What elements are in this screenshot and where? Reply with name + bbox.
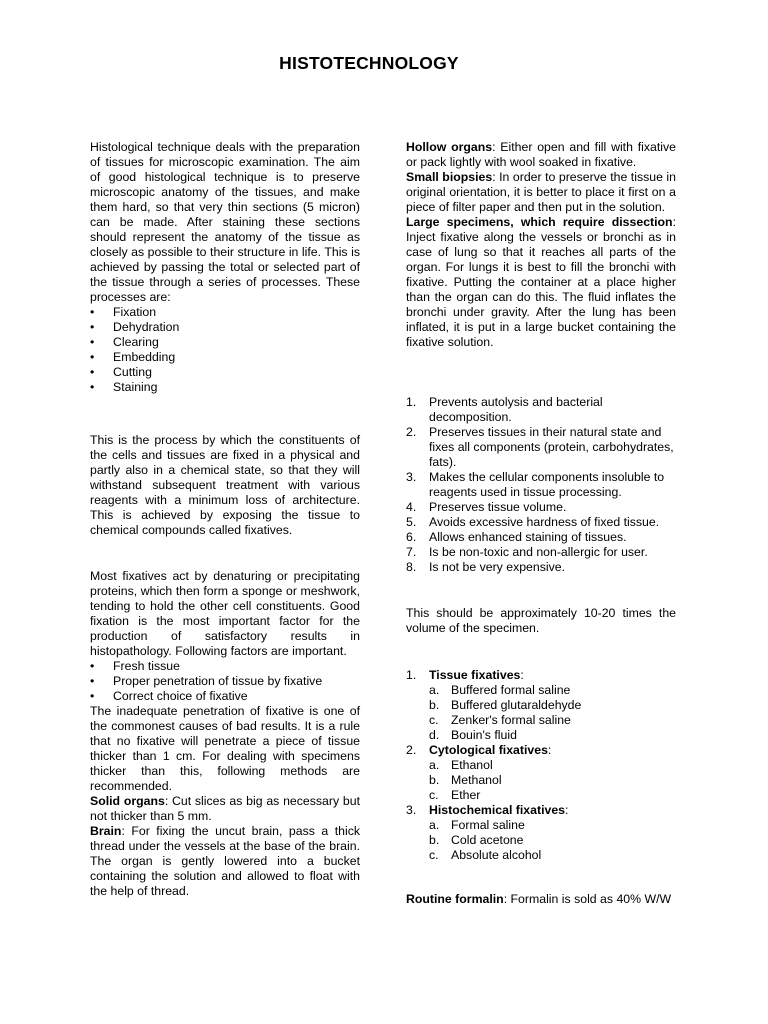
routine-formalin-label: Routine formalin [406,892,504,906]
fixative-sublist [429,758,676,803]
left-column [90,140,360,395]
penetration-paragraph: The inadequate penetration of fixative is one of the commonest causes of bad results. It is a rule that no fixative will penetrate a piece of tissue thicker than 1 cm. For dealing with specimens thicker than this, following methods are recommended. [90,704,360,793]
list-item: b. Methanol [429,773,502,787]
fixative-group: 2. Cytological fixatives: a. Ethanol b. Methanol c. Ether [406,743,676,803]
page-title: HISTOTECHNOLOGY [279,53,459,73]
volume-section [406,606,676,636]
fixative-group: 3. Histochemical fixatives: a. Formal saline b. Cold acetone c. Absolute alcohol [406,803,676,863]
right-column [406,140,676,350]
small-biopsies-paragraph [406,170,676,215]
list-item: 6. Allows enhanced staining of tissues. [406,530,627,544]
hollow-organs-paragraph [406,140,676,170]
routine-formalin-paragraph [406,892,676,907]
routine-formalin-section [406,892,676,907]
factors-list [90,659,360,704]
brain-label: Brain [90,824,122,838]
list-item: • Cutting [90,365,360,380]
large-specimens-paragraph [406,215,676,350]
mechanism-paragraph: Most fixatives act by denaturing or precipitating proteins, which then form a sponge or meshwork, tending to hold the other cell constituents. Good fixation is the most important factor for the production of satisfactory results in histopathology. Following factors are important. [90,569,360,658]
list-item: 5. Avoids excessive hardness of fixed tissue. [406,515,660,529]
list-item: • Fresh tissue [90,659,360,674]
brain-text: : For fixing the uncut brain, pass a thick thread under the vessels at the base of the brain. The organ is gently lowered into a bucket containing the solution and allowed to float with the help of thread. [90,824,360,898]
list-item: 1. Prevents autolysis and bacterial decomposition. [406,395,603,424]
small-biopsies-label: Small biopsies [406,170,493,184]
list-item: 8. Is not be very expensive. [406,560,566,574]
list-item: c. Zenker's formal saline [429,713,571,727]
list-item: • Staining [90,380,360,395]
list-item: • Proper penetration of tissue by fixative [90,674,360,689]
list-item: • Correct choice of fixative [90,689,360,704]
fixation-definition: This is the process by which the constituents of the cells and tissues are fixed in a physical and partly also in a chemical state, so that they will withstand subsequent treatment with various reagents with a minimum loss of architecture. This is achieved by exposing the tissue to chemical compounds called fixatives. [90,433,360,537]
list-item: a. Ethanol [429,758,493,772]
fixative-properties-section [406,395,676,575]
mechanism-section [90,569,360,899]
fixative-group: 1. Tissue fixatives: a. Buffered formal saline b. Buffered glutaraldehyde c. Zenker's formal saline d. Bouin's fluid [406,668,676,743]
intro-paragraph: Histological technique deals with the preparation of tissues for microscopic examination. The aim of good histological technique is to preserve microscopic anatomy of the tissues, and make them hard, so that very thin sections (5 micron) can be made. After staining these sections should represent the anatomy of the tissue as closely as possible to their structure in life. This is achieved by passing the total or selected part of the tissue through a series of processes. These processes are: [90,140,360,304]
brain-paragraph [90,824,360,899]
small-biopsies-text: : In order to preserve the tissue in original orientation, it is better to place it first on a piece of filter paper and then put in the solution. [406,170,676,214]
list-item: • Embedding [90,350,360,365]
large-specimens-label: Large specimens, which require dissection [406,215,673,229]
list-item: • Fixation [90,305,360,320]
solid-organs-text: : Cut slices as big as necessary but not thicker than 5 mm. [90,794,360,823]
list-item: b. Buffered glutaraldehyde [429,698,582,712]
list-item: 2. Preserves tissues in their natural state and fixes all components (protein, carbohydrates, fats). [406,425,674,469]
fixative-sublist [429,683,676,743]
solid-organs-label: Solid organs [90,794,165,808]
fixative-types-section [406,668,676,863]
list-item: b. Cold acetone [429,833,524,847]
fixation-section [90,433,360,538]
list-item: d. Bouin's fluid [429,728,517,742]
routine-formalin-text: : Formalin is sold as 40% W/W [503,892,672,906]
list-item: • Dehydration [90,320,360,335]
large-specimens-text: : Inject fixative along the vessels or bronchi as in case of lung so that it reaches all parts of the organ. For lungs it is best to fill the bronchi with fixative. Putting the container at a place higher than the organ can do this. The fluid inflates the bronchi under gravity. After the lung has been inflated, it is put in a large bucket containing the fixative solution. [406,215,676,349]
hollow-organs-text: : Either open and fill with fixative or pack lightly with wool soaked in fixative. [406,140,676,169]
volume-paragraph: This should be approximately 10-20 times the volume of the specimen. [406,606,676,635]
fixative-sublist [429,818,676,863]
list-item: 7. Is be non-toxic and non-allergic for user. [406,545,648,559]
list-item: c. Ether [429,788,481,802]
list-item: 4. Preserves tissue volume. [406,500,567,514]
solid-organs-paragraph [90,794,360,824]
list-item: c. Absolute alcohol [429,848,542,862]
fixative-groups-list [406,668,676,863]
hollow-organs-label: Hollow organs [406,140,493,154]
list-item: a. Buffered formal saline [429,683,571,697]
list-item: 3. Makes the cellular components insoluble to reagents used in tissue processing. [406,470,665,499]
list-item: • Clearing [90,335,360,350]
properties-list [406,395,676,575]
list-item: a. Formal saline [429,818,525,832]
processes-list [90,305,360,395]
